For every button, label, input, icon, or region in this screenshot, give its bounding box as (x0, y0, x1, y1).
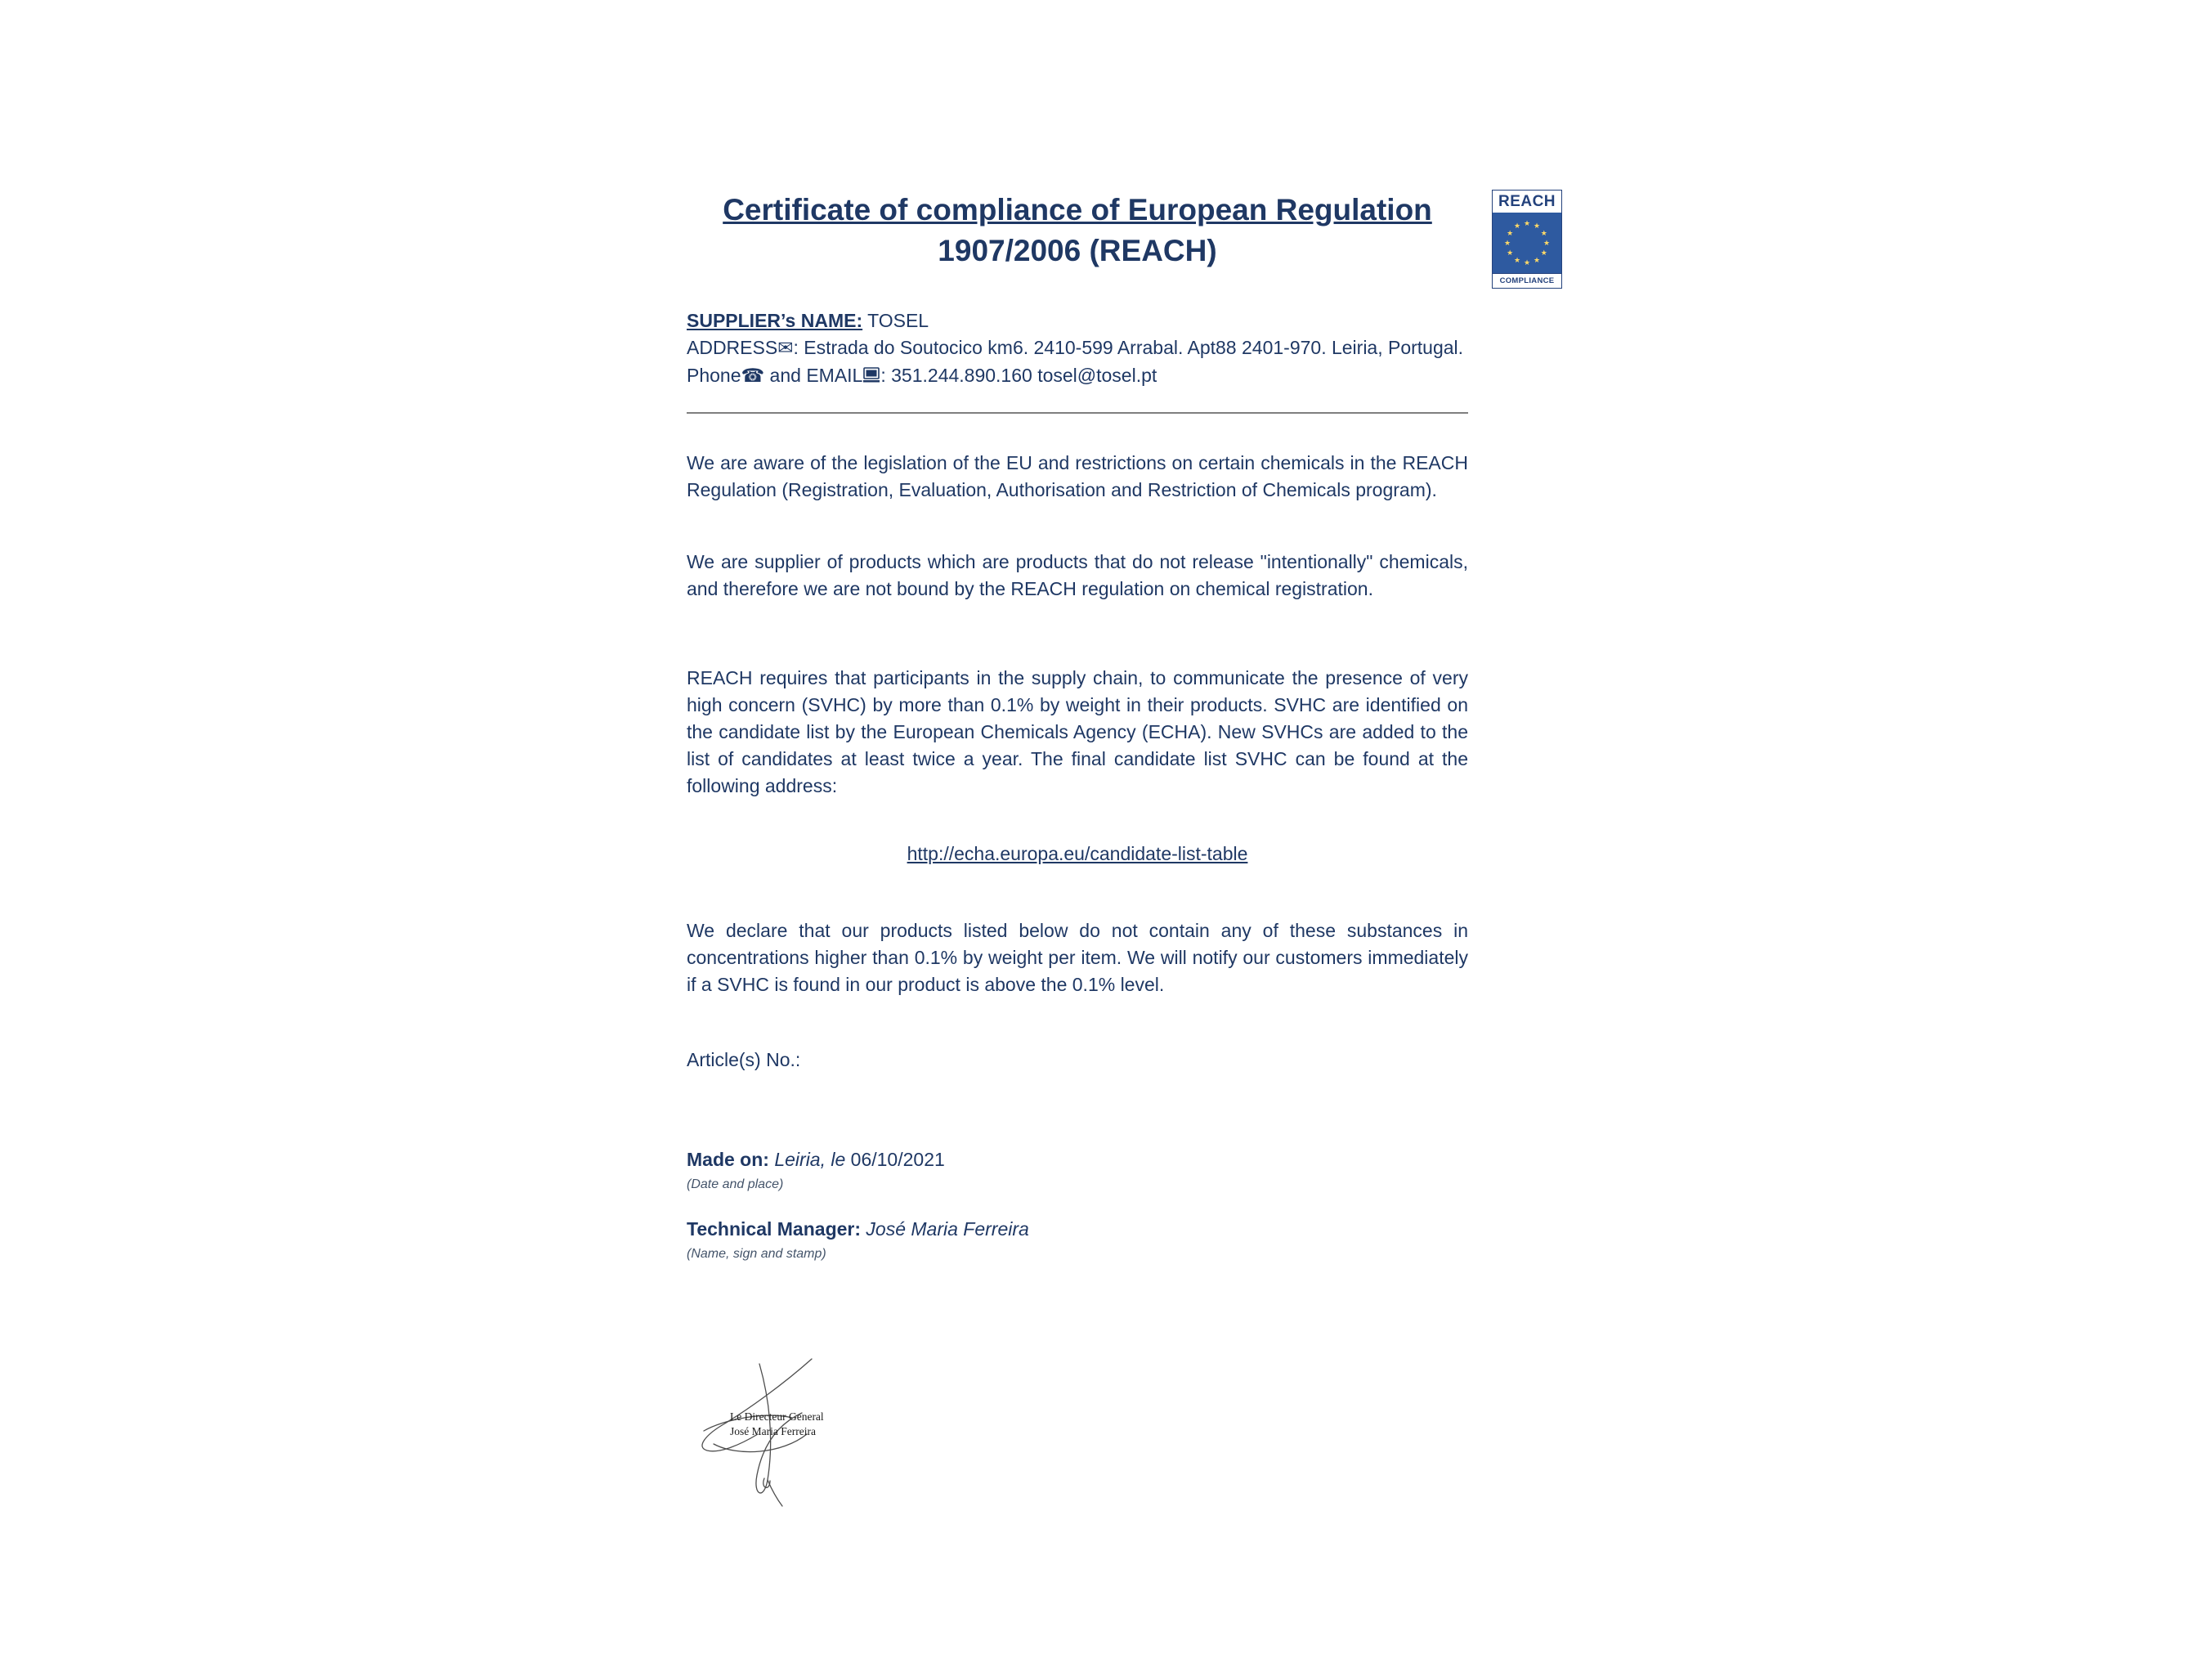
supplier-name-label: SUPPLIER’s NAME: (687, 310, 863, 331)
phone-label: Phone (687, 365, 741, 386)
date-place-note: (Date and place) (687, 1177, 784, 1191)
signature-title-line: Le Directeur General (730, 1410, 824, 1423)
reach-logo-title: REACH (1493, 191, 1561, 213)
page-title-line2: 1907/2006 (REACH) (938, 234, 1217, 267)
made-on-label: Made on: (687, 1149, 769, 1170)
reach-logo-compliance-label: COMPLIANCE (1493, 273, 1561, 288)
technical-manager-label: Technical Manager: (687, 1218, 862, 1240)
eu-flag-stars-icon (1493, 213, 1561, 273)
svg-text:★: ★ (1523, 220, 1531, 228)
signature-name-line: José Maria Ferreira (730, 1425, 816, 1437)
email-label: and EMAIL (764, 365, 863, 386)
made-on-place: Leiria, le (768, 1149, 851, 1170)
name-sign-stamp-note: (Name, sign and stamp) (687, 1247, 826, 1261)
signature-printed-name (730, 1410, 824, 1439)
reach-compliance-logo (1492, 190, 1562, 289)
supplier-name-value: TOSEL (862, 310, 929, 331)
computer-icon (862, 365, 880, 386)
candidate-list-link[interactable]: http://echa.europa.eu/candidate-list-table (907, 843, 1248, 864)
svg-text:★: ★ (1540, 249, 1547, 258)
address-value: : Estrada do Soutocico km6. 2410-599 Arrabal. Apt88 2401-970. Leiria, Portugal. (793, 337, 1464, 358)
page-title (687, 190, 1468, 271)
technical-manager-line (687, 1216, 1468, 1243)
paragraph-supplier-statement: We are supplier of products which are products that do not release "intentionally" chemicals, and therefore we are not bound by the REACH regulation on chemical registration. (687, 551, 1468, 599)
paragraph-declaration: We declare that our products listed below do not contain any of these substances in concentrations higher than 0.1% by weight per item. We will notify our customers immediately if a SVHC is found in our product is above the 0.1% level. (687, 920, 1468, 995)
envelope-icon: ✉ (777, 338, 794, 359)
candidate-list-link-line (687, 841, 1468, 868)
svg-text:★: ★ (1533, 256, 1541, 265)
svg-text:★: ★ (1513, 256, 1521, 265)
svg-text:★: ★ (1533, 222, 1541, 231)
article-number-line: Article(s) No.: (687, 1049, 801, 1070)
separator-line (687, 412, 1468, 414)
svg-text:★: ★ (1503, 240, 1511, 248)
paragraph-svhc-requirement: REACH requires that participants in the supply chain, to communicate the presence of very high concern (SVHC) by more than 0.1% by weight in their products. SVHC are identified on the candidate list by the European Chemicals Agency (ECHA). New SVHCs are added to the list of candidates at least twice a year. The final candidate list SVHC can be found at the following address: (687, 667, 1468, 796)
address-label: ADDRESS (687, 337, 778, 358)
phone-icon: ☎ (741, 365, 765, 387)
technical-manager-name: José Maria Ferreira (861, 1218, 1029, 1240)
svg-text:★: ★ (1543, 240, 1551, 248)
paragraph-eu-awareness: We are aware of the legislation of the EU and restrictions on certain chemicals in the REACH Regulation (Registration, Evaluation, Authorisation and Restriction of Chemicals program). (687, 452, 1468, 500)
svg-text:★: ★ (1540, 230, 1547, 238)
signature-block (691, 1356, 871, 1511)
contact-value: : 351.244.890.160 tosel@tosel.pt (880, 365, 1157, 386)
supplier-name-line (687, 307, 1468, 334)
svg-text:★: ★ (1523, 259, 1531, 267)
supplier-info-block (687, 307, 1468, 390)
svg-text:★: ★ (1507, 249, 1514, 258)
made-on-date: 06/10/2021 (850, 1149, 945, 1170)
svg-text:★: ★ (1507, 230, 1514, 238)
contact-line (687, 362, 1468, 390)
svg-text:★: ★ (1513, 222, 1521, 231)
page-title-line1: Certificate of compliance of European Regulation (723, 193, 1432, 226)
document-content (687, 0, 1468, 1263)
made-on-line (687, 1146, 1468, 1173)
